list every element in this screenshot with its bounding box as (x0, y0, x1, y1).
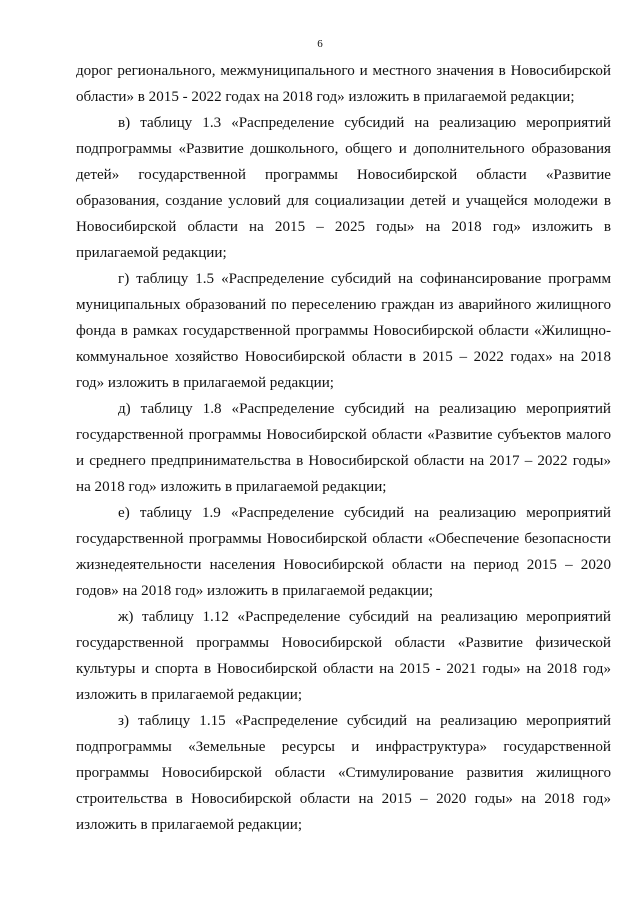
page-number: 6 (317, 38, 323, 50)
paragraph-continuation: дорог регионального, межмуниципального и местного значения в Новосибирской области» в 2015 - 2022 годах на 2018 год» изложить в прилагаемой редакции; (76, 63, 611, 105)
paragraph-item-zh: ж) таблицу 1.12 «Распределение субсидий на реализацию мероприятий государственной программы Новосибирской области «Развитие физической культуры и спорта в Новосибирской области на 2015 - 2021 годы» на 2018 год» изложить в прилагаемой редакции; (76, 609, 611, 703)
document-body (76, 58, 611, 838)
paragraph-item-d: д) таблицу 1.8 «Распределение субсидий на реализацию мероприятий государственной программы Новосибирской области «Развитие субъектов малого и среднего предпринимательства в Новосибирской области на 2017 – 2022 годы» на 2018 год» изложить в прилагаемой редакции; (76, 401, 611, 495)
paragraph-item-v: в) таблицу 1.3 «Распределение субсидий на реализацию мероприятий подпрограммы «Развитие дошкольного, общего и дополнительного образования детей» государственной программы Новосибирской области «Развитие образования, создание условий для социализации детей и учащейся молодежи в Новосибирской области на 2015 – 2025 годы» на 2018 год» изложить в прилагаемой редакции; (76, 115, 611, 261)
paragraph-item-g: г) таблицу 1.5 «Распределение субсидий на софинансирование программ муниципальных образований по переселению граждан из аварийного жилищного фонда в рамках государственной программы Новосибирской области «Жилищно-коммунальное хозяйство Новосибирской области в 2015 – 2022 годах» на 2018 год» изложить в прилагаемой редакции; (76, 271, 611, 391)
paragraph-item-e: е) таблицу 1.9 «Распределение субсидий на реализацию мероприятий государственной программы Новосибирской области «Обеспечение безопасности жизнедеятельности населения Новосибирской области на период 2015 – 2020 годов» на 2018 год» изложить в прилагаемой редакции; (76, 505, 611, 599)
paragraph-item-z: з) таблицу 1.15 «Распределение субсидий на реализацию мероприятий подпрограммы «Земельные ресурсы и инфраструктура» государственной программы Новосибирской области «Стимулирование развития жилищного строительства в Новосибирской области на 2015 – 2020 годы» на 2018 год» изложить в прилагаемой редакции; (76, 713, 611, 833)
